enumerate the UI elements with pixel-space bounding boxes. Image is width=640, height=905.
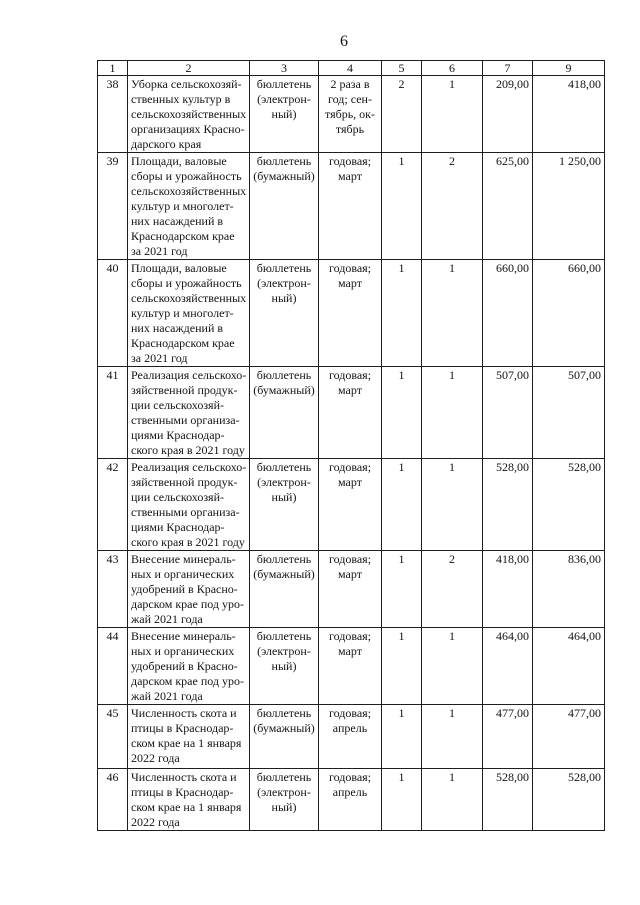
cell-col-1: 43 bbox=[98, 551, 128, 628]
cell-col-1: 38 bbox=[98, 76, 128, 153]
publications-table bbox=[97, 60, 605, 831]
cell-col-6: 2 bbox=[422, 153, 483, 260]
cell-col-7: 528,00 bbox=[483, 769, 533, 831]
cell-col-2: Реализация сельскохо- зяйственной продук- ции сельскохозяй- ственными организа- циями Краснодар- ского края в 2021 году bbox=[128, 367, 250, 459]
cell-col-3: бюллетень (бумажный) bbox=[250, 153, 319, 260]
cell-col-5: 1 bbox=[382, 628, 422, 705]
cell-col-3: бюллетень (электрон- ный) bbox=[250, 260, 319, 367]
cell-col-1: 44 bbox=[98, 628, 128, 705]
table-row bbox=[98, 628, 605, 705]
header-cell-col-5: 5 bbox=[382, 61, 422, 76]
cell-col-3: бюллетень (бумажный) bbox=[250, 367, 319, 459]
cell-col-7: 209,00 bbox=[483, 76, 533, 153]
table-row bbox=[98, 153, 605, 260]
cell-col-5: 1 bbox=[382, 769, 422, 831]
cell-col-6: 1 bbox=[422, 260, 483, 367]
header-cell-col-2: 2 bbox=[128, 61, 250, 76]
table-row bbox=[98, 705, 605, 769]
cell-col-3: бюллетень (бумажный) bbox=[250, 705, 319, 769]
cell-col-4: годовая; март bbox=[319, 628, 382, 705]
cell-col-9: 528,00 bbox=[533, 459, 605, 551]
table-row bbox=[98, 260, 605, 367]
cell-col-6: 1 bbox=[422, 628, 483, 705]
cell-col-6: 1 bbox=[422, 705, 483, 769]
cell-col-4: годовая; март bbox=[319, 153, 382, 260]
table-row bbox=[98, 367, 605, 459]
cell-col-4: 2 раза в год; сен- тябрь, ок- тябрь bbox=[319, 76, 382, 153]
cell-col-6: 1 bbox=[422, 367, 483, 459]
cell-col-3: бюллетень (бумажный) bbox=[250, 551, 319, 628]
cell-col-1: 46 bbox=[98, 769, 128, 831]
header-cell-col-3: 3 bbox=[250, 61, 319, 76]
cell-col-4: годовая; апрель bbox=[319, 705, 382, 769]
cell-col-2: Площади, валовые сборы и урожайность сельскохозяйственных культур и многолет- них насаждений в Краснодарском крае за 2021 год bbox=[128, 153, 250, 260]
cell-col-9: 660,00 bbox=[533, 260, 605, 367]
cell-col-5: 1 bbox=[382, 551, 422, 628]
cell-col-1: 41 bbox=[98, 367, 128, 459]
cell-col-5: 1 bbox=[382, 705, 422, 769]
cell-col-6: 1 bbox=[422, 769, 483, 831]
cell-col-4: годовая; март bbox=[319, 367, 382, 459]
cell-col-1: 40 bbox=[98, 260, 128, 367]
cell-col-9: 1 250,00 bbox=[533, 153, 605, 260]
header-cell-col-9: 9 bbox=[533, 61, 605, 76]
cell-col-2: Внесение минераль- ных и органических удобрений в Красно- дарском крае под уро- жай 2021 года bbox=[128, 551, 250, 628]
cell-col-2: Реализация сельскохо- зяйственной продук- ции сельскохозяй- ственными организа- циями Краснодар- ского края в 2021 году bbox=[128, 459, 250, 551]
cell-col-7: 464,00 bbox=[483, 628, 533, 705]
cell-col-9: 528,00 bbox=[533, 769, 605, 831]
cell-col-6: 2 bbox=[422, 551, 483, 628]
cell-col-7: 660,00 bbox=[483, 260, 533, 367]
page-number: 6 bbox=[340, 33, 348, 50]
cell-col-3: бюллетень (электрон- ный) bbox=[250, 769, 319, 831]
cell-col-5: 1 bbox=[382, 459, 422, 551]
cell-col-5: 1 bbox=[382, 153, 422, 260]
cell-col-7: 418,00 bbox=[483, 551, 533, 628]
cell-col-4: годовая; март bbox=[319, 459, 382, 551]
cell-col-5: 1 bbox=[382, 260, 422, 367]
cell-col-1: 45 bbox=[98, 705, 128, 769]
cell-col-5: 1 bbox=[382, 367, 422, 459]
cell-col-7: 507,00 bbox=[483, 367, 533, 459]
table-row bbox=[98, 76, 605, 153]
cell-col-3: бюллетень (электрон- ный) bbox=[250, 76, 319, 153]
table-row bbox=[98, 551, 605, 628]
cell-col-2: Уборка сельскохозяй- ственных культур в сельскохозяйственных организациях Красно- дарского края bbox=[128, 76, 250, 153]
cell-col-9: 418,00 bbox=[533, 76, 605, 153]
cell-col-6: 1 bbox=[422, 76, 483, 153]
cell-col-2: Численность скота и птицы в Краснодар- ском крае на 1 января 2022 года bbox=[128, 705, 250, 769]
cell-col-7: 477,00 bbox=[483, 705, 533, 769]
cell-col-9: 477,00 bbox=[533, 705, 605, 769]
header-cell-col-4: 4 bbox=[319, 61, 382, 76]
cell-col-3: бюллетень (электрон- ный) bbox=[250, 459, 319, 551]
table-row bbox=[98, 459, 605, 551]
cell-col-1: 42 bbox=[98, 459, 128, 551]
cell-col-4: годовая; март bbox=[319, 551, 382, 628]
cell-col-9: 464,00 bbox=[533, 628, 605, 705]
cell-col-6: 1 bbox=[422, 459, 483, 551]
cell-col-1: 39 bbox=[98, 153, 128, 260]
cell-col-2: Площади, валовые сборы и урожайность сельскохозяйственных культур и многолет- них насаждений в Краснодарском крае за 2021 год bbox=[128, 260, 250, 367]
table-header-row bbox=[98, 61, 605, 76]
header-cell-col-7: 7 bbox=[483, 61, 533, 76]
cell-col-9: 507,00 bbox=[533, 367, 605, 459]
cell-col-7: 625,00 bbox=[483, 153, 533, 260]
cell-col-2: Внесение минераль- ных и органических удобрений в Красно- дарском крае под уро- жай 2021 года bbox=[128, 628, 250, 705]
cell-col-4: годовая; апрель bbox=[319, 769, 382, 831]
table-row bbox=[98, 769, 605, 831]
cell-col-5: 2 bbox=[382, 76, 422, 153]
header-cell-col-6: 6 bbox=[422, 61, 483, 76]
cell-col-7: 528,00 bbox=[483, 459, 533, 551]
cell-col-2: Численность скота и птицы в Краснодар- ском крае на 1 января 2022 года bbox=[128, 769, 250, 831]
cell-col-4: годовая; март bbox=[319, 260, 382, 367]
header-cell-col-1: 1 bbox=[98, 61, 128, 76]
cell-col-3: бюллетень (электрон- ный) bbox=[250, 628, 319, 705]
cell-col-9: 836,00 bbox=[533, 551, 605, 628]
